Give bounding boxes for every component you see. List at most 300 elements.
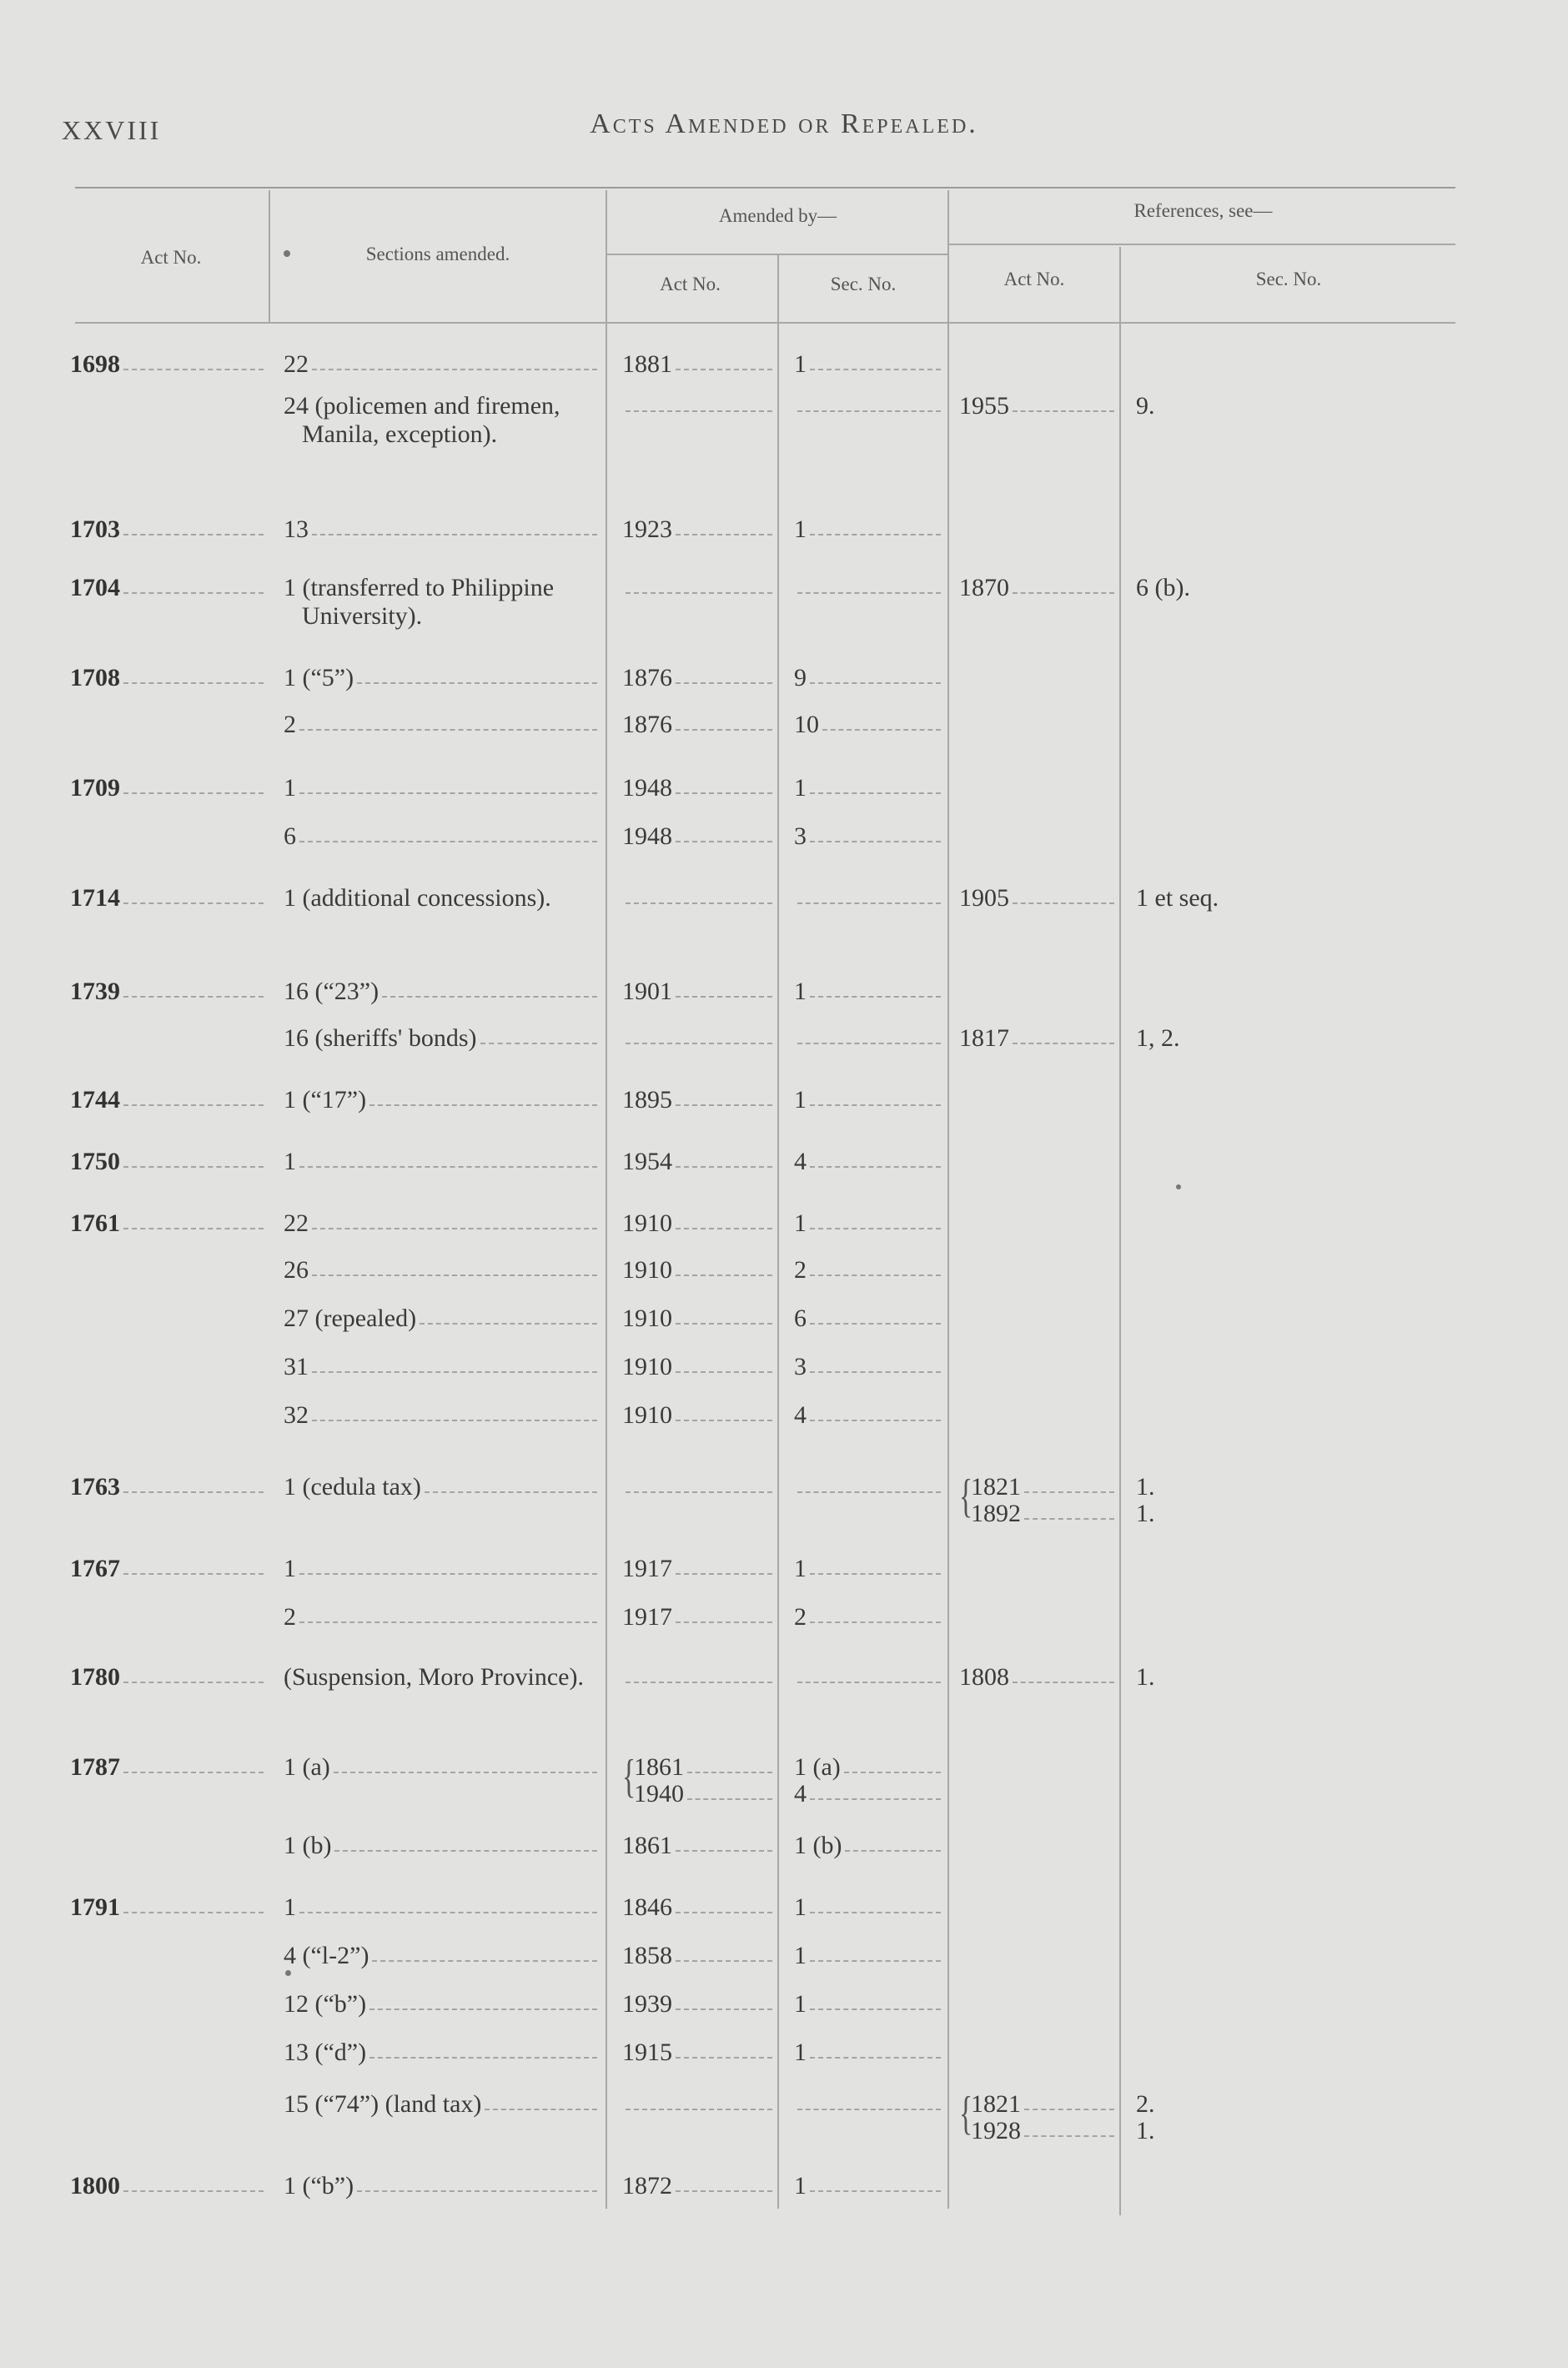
sections-amended — [284, 1209, 601, 1238]
reference-sec-no-text: 1, 2. — [1136, 1024, 1180, 1052]
leader-dots — [123, 774, 264, 794]
leader-dots — [626, 1663, 772, 1683]
leader-dots — [123, 664, 264, 684]
reference-sec-no — [1136, 1663, 1369, 1692]
amended-sec-no — [794, 822, 944, 851]
act-number-text: 1714 — [70, 884, 120, 912]
amended-act-no — [622, 1024, 776, 1044]
reference-sec-no — [1136, 1024, 1369, 1053]
leader-dots — [123, 1148, 264, 1168]
leader-dots — [123, 884, 264, 904]
sections-amended — [284, 515, 601, 544]
amended-sec-no-text: 1 — [794, 1086, 807, 1114]
act-number — [70, 574, 267, 602]
sections-amended-text: 16 (sheriffs' bonds) — [284, 1024, 477, 1052]
leader-dots — [810, 2039, 941, 2059]
amended-sec-no-text: 1 — [794, 1555, 807, 1582]
act-number — [70, 1753, 267, 1782]
amended-sec-no — [794, 774, 944, 802]
reference-sec-no-text: 1. — [1136, 1663, 1155, 1691]
amended-act-no-text: 1917 — [622, 1603, 672, 1631]
leader-dots — [676, 711, 772, 731]
leader-dots — [1024, 1473, 1114, 1493]
amended-sec-no — [794, 1753, 944, 1807]
leader-dots — [810, 664, 941, 684]
amended-act-no — [622, 711, 776, 739]
leader-dots — [299, 1893, 597, 1913]
amended-act-no — [622, 392, 776, 412]
act-number-text: 1761 — [70, 1209, 120, 1237]
reference-sec-no — [1136, 1473, 1369, 1526]
leader-dots — [810, 1401, 941, 1421]
sections-amended-text: 1 (b) — [284, 1832, 332, 1859]
sections-amended — [284, 1024, 601, 1053]
leader-dots — [299, 1603, 597, 1623]
amended-act-no-text: 1940 — [634, 1780, 684, 1807]
act-number-text: 1750 — [70, 1148, 120, 1175]
leader-dots — [312, 1353, 597, 1373]
reference-act-no — [959, 1663, 1118, 1692]
amended-sec-no — [794, 978, 944, 1006]
leader-dots — [299, 711, 597, 731]
sections-amended — [284, 2090, 601, 2119]
act-number — [70, 1209, 267, 1238]
leader-dots — [676, 664, 772, 684]
reference-sec-no-text: 1. — [1136, 2117, 1155, 2144]
sections-amended — [284, 664, 601, 692]
sections-amended — [284, 1753, 601, 1782]
leader-dots — [676, 1832, 772, 1852]
leader-dots — [810, 978, 941, 998]
amended-sec-no — [794, 1555, 944, 1583]
act-number-text: 1787 — [70, 1753, 120, 1781]
amended-sec-no — [794, 664, 944, 692]
sections-amended-text: 32 — [284, 1401, 309, 1429]
leader-dots — [123, 1893, 264, 1913]
amended-sec-no — [794, 1148, 944, 1176]
amended-act-no-text: 1910 — [622, 1305, 672, 1332]
sections-amended-text: 2 — [284, 711, 296, 738]
amended-sec-no-text: 1 (b) — [794, 1832, 842, 1859]
leader-dots — [1013, 392, 1114, 412]
table-row — [0, 1209, 1568, 1243]
table-row — [0, 1305, 1568, 1338]
amended-sec-no-text: 9 — [794, 664, 807, 691]
act-number — [70, 1663, 267, 1692]
leader-dots — [676, 1353, 772, 1373]
leader-dots — [676, 1942, 772, 1962]
page-number: XXVIII — [62, 115, 162, 145]
table-row — [0, 1893, 1568, 1927]
table-row — [0, 1663, 1568, 1763]
amended-sec-no — [794, 1305, 944, 1333]
col-references: References, see— — [1133, 200, 1273, 221]
table-row — [0, 1990, 1568, 2024]
act-number — [70, 350, 267, 379]
leader-dots — [312, 1209, 597, 1229]
sections-amended-text: 16 (“23”) — [284, 978, 379, 1005]
sections-amended-text: 1 (“b”) — [284, 2172, 354, 2200]
sections-amended — [284, 2039, 601, 2067]
amended-act-no-text: 1861 — [622, 1832, 672, 1859]
leader-dots — [425, 1473, 597, 1493]
sections-amended-text: 31 — [284, 1353, 309, 1380]
leader-dots — [676, 1555, 772, 1575]
reference-act-no — [959, 884, 1118, 913]
ink-speck — [284, 250, 290, 257]
leader-dots — [334, 1832, 597, 1852]
amended-act-no-text: 1895 — [622, 1086, 672, 1114]
amended-sec-no — [794, 2090, 944, 2110]
table-row — [0, 515, 1568, 549]
sections-amended-text: 12 (“b”) — [284, 1990, 367, 2018]
leader-dots — [123, 515, 264, 535]
sections-amended — [284, 884, 601, 913]
leader-dots — [810, 1256, 941, 1276]
table-row — [0, 711, 1568, 744]
amended-act-no-text: 1910 — [622, 1209, 672, 1237]
leader-dots — [312, 1256, 597, 1276]
act-number-text: 1763 — [70, 1473, 120, 1501]
sections-amended — [284, 392, 601, 449]
sections-amended-text: 1 — [284, 774, 296, 802]
amended-act-no-text: 1858 — [622, 1942, 672, 1969]
leader-dots — [676, 978, 772, 998]
leader-dots — [357, 664, 597, 684]
table-row — [0, 1024, 1568, 1058]
reference-act-no — [959, 392, 1118, 420]
leader-dots — [676, 1209, 772, 1229]
amended-act-no — [622, 1942, 776, 1970]
sections-amended-text: 24 (policemen and firemen, Manila, exception). — [284, 392, 560, 448]
amended-act-no — [622, 1353, 776, 1381]
amended-sec-no-text: 4 — [794, 1780, 807, 1807]
amended-sec-no-text: 1 (a) — [794, 1753, 841, 1781]
act-number — [70, 515, 267, 544]
amended-act-no — [622, 1473, 776, 1493]
amended-sec-no — [794, 1086, 944, 1114]
act-number-text: 1698 — [70, 350, 120, 378]
table-row — [0, 1942, 1568, 1975]
leader-dots — [1024, 1500, 1114, 1520]
col-sections-amended: Sections amended. — [365, 244, 510, 264]
amended-act-no — [622, 2172, 776, 2200]
amended-act-no — [622, 664, 776, 692]
leader-dots — [626, 1024, 772, 1044]
amended-act-no — [622, 1663, 776, 1683]
table-row — [0, 392, 1568, 492]
leader-dots — [369, 1086, 597, 1106]
amended-sec-no-text: 10 — [794, 711, 819, 738]
table-row — [0, 1401, 1568, 1435]
leader-dots — [312, 1401, 597, 1421]
amended-sec-no — [794, 1256, 944, 1285]
reference-sec-no-text: 1 et seq. — [1136, 884, 1219, 912]
amended-sec-no-text: 1 — [794, 1209, 807, 1237]
amended-act-no — [622, 2090, 776, 2110]
sections-amended — [284, 1893, 601, 1922]
leader-dots — [810, 1603, 941, 1623]
sections-amended-text: 22 — [284, 1209, 309, 1237]
amended-act-no — [622, 1148, 776, 1176]
leader-dots — [797, 1663, 941, 1683]
reference-sec-no-text: 6 (b). — [1136, 574, 1190, 601]
amended-sec-no-text: 1 — [794, 515, 807, 543]
leader-dots — [676, 1990, 772, 2010]
act-number — [70, 884, 267, 913]
amended-act-no — [622, 822, 776, 851]
sections-amended — [284, 1256, 601, 1285]
leader-dots — [1013, 1663, 1114, 1683]
leader-dots — [676, 515, 772, 535]
leader-dots — [123, 574, 264, 594]
amended-act-no-text: 1876 — [622, 664, 672, 691]
amended-sec-no-text: 3 — [794, 822, 807, 850]
leader-dots — [480, 1024, 598, 1044]
reference-act-no — [959, 2090, 1118, 2144]
amended-sec-no-text: 1 — [794, 2039, 807, 2066]
sections-amended — [284, 1086, 601, 1114]
act-number-text: 1703 — [70, 515, 120, 543]
leader-dots — [810, 515, 941, 535]
reference-act-no-text: 1928 — [971, 2117, 1021, 2144]
amended-act-no-text: 1948 — [622, 822, 672, 850]
reference-sec-no-text: 9. — [1136, 392, 1155, 420]
table-row — [0, 1603, 1568, 1636]
reference-act-no-text: 1808 — [959, 1663, 1009, 1691]
leader-dots — [810, 1990, 941, 2010]
leader-dots — [810, 350, 941, 370]
leader-dots — [810, 1942, 941, 1962]
amended-act-no — [622, 350, 776, 379]
table-row — [0, 1086, 1568, 1119]
rule — [606, 254, 947, 255]
leader-dots — [676, 1893, 772, 1913]
act-number — [70, 1148, 267, 1176]
leader-dots — [123, 1663, 264, 1683]
amended-sec-no — [794, 884, 944, 904]
reference-act-no-text: 1870 — [959, 574, 1009, 601]
sections-amended — [284, 774, 601, 802]
rule — [269, 190, 270, 324]
leader-dots — [485, 2090, 597, 2110]
table-row — [0, 2039, 1568, 2072]
leader-dots — [626, 392, 772, 412]
act-number — [70, 1473, 267, 1501]
leader-dots — [676, 1148, 772, 1168]
leader-dots — [797, 2090, 941, 2110]
sections-amended — [284, 822, 601, 851]
table-row — [0, 1148, 1568, 1181]
leader-dots — [626, 2090, 772, 2110]
brace-glyph: { — [959, 1471, 973, 1522]
leader-dots — [676, 1603, 772, 1623]
amended-sec-no — [794, 2039, 944, 2067]
ink-speck — [285, 1970, 291, 1976]
sections-amended-text: 1 (a) — [284, 1753, 330, 1781]
amended-sec-no-text: 1 — [794, 1990, 807, 2018]
amended-sec-no-text: 1 — [794, 350, 807, 378]
act-number — [70, 2172, 267, 2200]
table-row — [0, 350, 1568, 384]
sections-amended — [284, 1473, 601, 1501]
sections-amended — [284, 1832, 601, 1860]
reference-sec-no-text: 1. — [1136, 1473, 1155, 1501]
sections-amended-text: 1 (“5”) — [284, 664, 354, 691]
reference-act-no — [959, 1473, 1118, 1526]
col-act-no: Act No. — [140, 247, 202, 268]
leader-dots — [334, 1753, 597, 1773]
amended-act-no — [622, 774, 776, 802]
leader-dots — [822, 711, 941, 731]
amended-act-no — [622, 1209, 776, 1238]
leader-dots — [810, 1555, 941, 1575]
amended-act-no — [622, 1832, 776, 1860]
act-number — [70, 774, 267, 802]
leader-dots — [123, 1086, 264, 1106]
amended-act-no-text: 1872 — [622, 2172, 672, 2200]
leader-dots — [810, 1305, 941, 1325]
reference-act-no-text: 1817 — [959, 1024, 1009, 1052]
running-title: Acts Amended or Repealed. — [590, 108, 978, 139]
leader-dots — [123, 1555, 264, 1575]
sections-amended — [284, 1603, 601, 1631]
amended-act-no — [622, 1086, 776, 1114]
leader-dots — [797, 884, 941, 904]
amended-act-no — [622, 1256, 776, 1285]
leader-dots — [123, 1473, 264, 1493]
brace-glyph: { — [959, 2088, 973, 2139]
act-number — [70, 1555, 267, 1583]
amended-act-no — [622, 1401, 776, 1430]
reference-act-no-text: 1821 — [971, 2090, 1021, 2118]
sections-amended-text: 1 (additional concessions). — [284, 884, 551, 912]
sections-amended — [284, 1663, 601, 1692]
act-number-text: 1780 — [70, 1663, 120, 1691]
leader-dots — [372, 1942, 597, 1962]
sections-amended-text: 22 — [284, 350, 309, 378]
leader-dots — [420, 1305, 597, 1325]
leader-dots — [810, 1209, 941, 1229]
table-row — [0, 1751, 1568, 1807]
leader-dots — [676, 774, 772, 794]
leader-dots — [123, 350, 264, 370]
amended-sec-no-text: 3 — [794, 1353, 807, 1380]
leader-dots — [810, 1148, 941, 1168]
leader-dots — [676, 2172, 772, 2192]
sections-amended-text: 27 (repealed) — [284, 1305, 417, 1332]
col-amended-act-no: Act No. — [660, 274, 721, 294]
amended-act-no-text: 1861 — [634, 1753, 684, 1781]
amended-sec-no — [794, 1473, 944, 1493]
act-number-text: 1708 — [70, 664, 120, 691]
leader-dots — [810, 2172, 941, 2192]
reference-sec-no-text: 2. — [1136, 2090, 1155, 2118]
sections-amended — [284, 350, 601, 379]
leader-dots — [1013, 574, 1114, 594]
leader-dots — [810, 1353, 941, 1373]
act-number-text: 1704 — [70, 574, 120, 601]
sections-amended — [284, 1305, 601, 1333]
leader-dots — [676, 2039, 772, 2059]
amended-act-no-text: 1948 — [622, 774, 672, 802]
amended-sec-no — [794, 2172, 944, 2200]
amended-act-no — [622, 515, 776, 544]
sections-amended — [284, 1353, 601, 1381]
sections-amended-text: 4 (“l-2”) — [284, 1942, 369, 1969]
table-row — [0, 2088, 1568, 2144]
table-row — [0, 1256, 1568, 1290]
leader-dots — [312, 515, 597, 535]
amended-sec-no-text: 1 — [794, 2172, 807, 2200]
table-row — [0, 1555, 1568, 1588]
reference-act-no — [959, 1024, 1118, 1053]
amended-sec-no-text: 1 — [794, 1893, 807, 1921]
col-amended-sec-no: Sec. No. — [830, 274, 897, 294]
act-number — [70, 978, 267, 1006]
amended-sec-no-text: 2 — [794, 1603, 807, 1631]
leader-dots — [123, 1753, 264, 1773]
leader-dots — [123, 2172, 264, 2192]
leader-dots — [676, 1305, 772, 1325]
amended-act-no-text: 1954 — [622, 1148, 672, 1175]
amended-act-no-text: 1876 — [622, 711, 672, 738]
sections-amended-text: 1 — [284, 1555, 296, 1582]
sections-amended-text: 1 — [284, 1148, 296, 1175]
leader-dots — [810, 774, 941, 794]
table-row — [0, 884, 1568, 984]
act-number-text: 1800 — [70, 2172, 120, 2200]
table-row — [0, 1832, 1568, 1865]
reference-sec-no — [1136, 574, 1369, 602]
col-ref-sec-no: Sec. No. — [1255, 269, 1322, 289]
reference-sec-no — [1136, 884, 1369, 913]
amended-act-no — [622, 1305, 776, 1333]
amended-act-no — [622, 1603, 776, 1631]
amended-sec-no — [794, 1832, 944, 1860]
reference-act-no — [959, 574, 1118, 602]
amended-act-no — [622, 2039, 776, 2067]
sections-amended — [284, 1555, 601, 1583]
sections-amended-text: 1 (transferred to Philippine University). — [284, 574, 555, 630]
sections-amended-text: 13 — [284, 515, 309, 543]
act-number-text: 1767 — [70, 1555, 120, 1582]
leader-dots — [369, 1990, 597, 2010]
reference-act-no-text: 1905 — [959, 884, 1009, 912]
leader-dots — [797, 1473, 941, 1493]
amended-sec-no — [794, 1942, 944, 1970]
amended-act-no — [622, 1990, 776, 2019]
amended-act-no — [622, 1555, 776, 1583]
sections-amended — [284, 1401, 601, 1430]
amended-act-no — [622, 1893, 776, 1922]
leader-dots — [1013, 1024, 1114, 1044]
amended-sec-no-text: 4 — [794, 1148, 807, 1175]
amended-sec-no — [794, 350, 944, 379]
amended-sec-no — [794, 1663, 944, 1683]
leader-dots — [299, 1555, 597, 1575]
sections-amended-text: (Suspension, Moro Province). — [284, 1663, 584, 1691]
amended-sec-no — [794, 392, 944, 412]
leader-dots — [810, 822, 941, 842]
reference-sec-no — [1136, 392, 1369, 420]
table-row — [0, 664, 1568, 697]
sections-amended — [284, 1990, 601, 2019]
leader-dots — [369, 2039, 597, 2059]
sections-amended-text: 1 — [284, 1893, 296, 1921]
amended-act-no — [622, 1753, 776, 1807]
reference-act-no-text: 1892 — [971, 1500, 1021, 1527]
